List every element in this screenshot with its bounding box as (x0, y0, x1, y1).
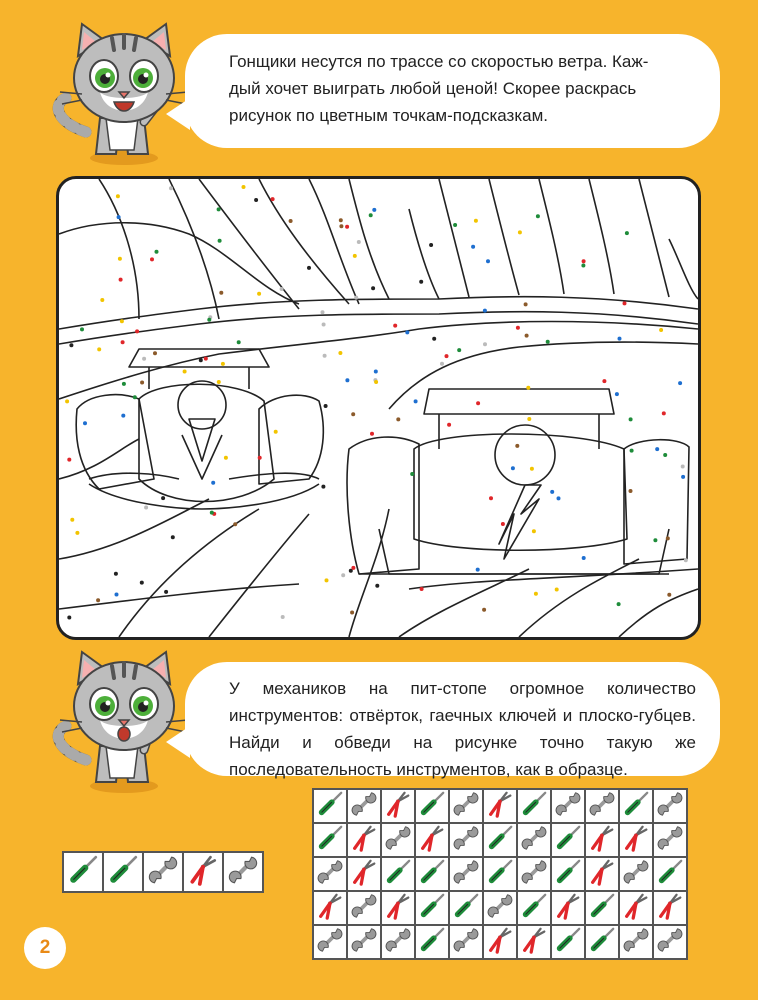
instruction-text: У механиков на пит-стопе огромное количество инструментов: отвёрток, гаечных ключей и плоско-губцев. Найди и обведи на рисунке точно такую же последовательность инструментов, как в образце. (229, 679, 696, 779)
screwdriver-icon (452, 892, 480, 925)
color-dot (666, 536, 670, 540)
color-dot (518, 230, 522, 234)
wrench-icon (350, 892, 378, 925)
screwdriver-icon (316, 824, 344, 857)
grid-cell-screwdriver[interactable] (551, 857, 585, 891)
wrench-icon (452, 824, 480, 857)
color-dot (281, 615, 285, 619)
grid-cell-screwdriver[interactable] (517, 891, 551, 925)
color-dot (140, 381, 144, 385)
color-dot (351, 412, 355, 416)
pliers-icon (486, 926, 514, 959)
color-dot (489, 496, 493, 500)
grid-cell-screwdriver[interactable] (483, 823, 517, 857)
grid-cell-screwdriver[interactable] (483, 857, 517, 891)
color-dot (121, 414, 125, 418)
screwdriver-icon (107, 854, 139, 891)
color-dot (120, 319, 124, 323)
wrench-icon (554, 790, 582, 823)
color-dot (70, 518, 74, 522)
color-dot (258, 456, 262, 460)
pliers-icon (350, 824, 378, 857)
wrench-icon (452, 858, 480, 891)
color-dot (659, 328, 663, 332)
color-dot (164, 590, 168, 594)
color-dot (307, 266, 311, 270)
color-dot (219, 291, 223, 295)
color-dot (419, 280, 423, 284)
color-dot (350, 611, 354, 615)
grid-cell-screwdriver[interactable] (313, 823, 347, 857)
wrench-icon (520, 858, 548, 891)
color-dot (555, 588, 559, 592)
color-dot (681, 465, 685, 469)
color-dot (615, 392, 619, 396)
wrench-icon (384, 824, 412, 857)
color-dot (254, 198, 258, 202)
bubble-tail (166, 98, 190, 130)
color-dot (501, 522, 505, 526)
color-dot (233, 522, 237, 526)
grid-cell-screwdriver[interactable] (415, 857, 449, 891)
screwdriver-icon (418, 926, 446, 959)
color-dot (339, 218, 343, 222)
color-dot (405, 330, 409, 334)
wrench-icon (452, 790, 480, 823)
wrench-icon (622, 858, 650, 891)
color-dot (370, 432, 374, 436)
wrench-icon (520, 824, 548, 857)
color-dot (150, 257, 154, 261)
grid-cell-wrench[interactable] (619, 925, 653, 959)
color-dot (582, 556, 586, 560)
color-dot (121, 340, 125, 344)
color-dot (663, 453, 667, 457)
sample-cell (223, 852, 263, 892)
screwdriver-icon (418, 790, 446, 823)
sample-cell (63, 852, 103, 892)
color-dot (271, 197, 275, 201)
grid-cell-wrench[interactable] (653, 925, 687, 959)
color-dot (324, 404, 328, 408)
color-dot (210, 511, 214, 515)
grid-cell-pliers[interactable] (381, 789, 415, 823)
color-dot (525, 334, 529, 338)
pliers-icon (520, 926, 548, 959)
color-dot (511, 466, 515, 470)
color-dot (341, 573, 345, 577)
grid-cell-screwdriver[interactable] (585, 925, 619, 959)
grid-cell-pliers[interactable] (483, 789, 517, 823)
color-dot (144, 506, 148, 510)
color-dot (625, 231, 629, 235)
grid-cell-pliers[interactable] (415, 823, 449, 857)
wrench-icon (588, 790, 616, 823)
pliers-icon (384, 790, 412, 823)
color-dot (114, 572, 118, 576)
color-dot (69, 343, 73, 347)
color-dot (482, 608, 486, 612)
screwdriver-icon (588, 892, 616, 925)
bubble-tail (166, 726, 190, 758)
instruction-bubble-coloring (185, 34, 720, 148)
pliers-icon (588, 858, 616, 891)
color-dot (183, 370, 187, 374)
screwdriver-icon (486, 824, 514, 857)
pliers-icon (622, 892, 650, 925)
wrench-icon (316, 926, 344, 959)
grid-cell-wrench[interactable] (347, 891, 381, 925)
pliers-icon (384, 892, 412, 925)
grid-cell-wrench[interactable] (347, 789, 381, 823)
color-dot (546, 340, 550, 344)
grid-cell-screwdriver[interactable] (415, 891, 449, 925)
wrench-icon (486, 892, 514, 925)
color-dot (217, 207, 221, 211)
color-dot (629, 417, 633, 421)
color-dot (667, 593, 671, 597)
color-dot (119, 278, 123, 282)
screwdriver-icon (554, 858, 582, 891)
grid-cell-pliers[interactable] (619, 823, 653, 857)
color-dot (357, 240, 361, 244)
color-dot (135, 329, 139, 333)
color-dot (97, 347, 101, 351)
color-dot (211, 481, 215, 485)
grid-cell-screwdriver[interactable] (551, 925, 585, 959)
color-dot (221, 362, 225, 366)
color-dot (80, 327, 84, 331)
instruction-line: Гонщики несутся по трассе со скоростью ветра. Каж- (229, 52, 649, 71)
grid-cell-pliers[interactable] (517, 925, 551, 959)
color-dot (65, 399, 69, 403)
grid-cell-screwdriver[interactable] (313, 789, 347, 823)
grid-cell-screwdriver[interactable] (449, 891, 483, 925)
wrench-icon (384, 926, 412, 959)
color-dot (623, 301, 627, 305)
grid-cell-screwdriver[interactable] (551, 823, 585, 857)
color-dot (420, 587, 424, 591)
grid-cell-screwdriver[interactable] (653, 857, 687, 891)
color-dot (429, 243, 433, 247)
color-dot (369, 213, 373, 217)
color-dot (516, 326, 520, 330)
cat-mascot-bottom (42, 650, 190, 795)
wrench-icon (656, 790, 684, 823)
grid-cell-wrench[interactable] (483, 891, 517, 925)
color-dot (339, 224, 343, 228)
color-dot (140, 581, 144, 585)
color-dot (321, 485, 325, 489)
grid-cell-wrench[interactable] (619, 857, 653, 891)
grid-cell-screwdriver[interactable] (517, 789, 551, 823)
race-car-line-art (59, 179, 698, 637)
grid-cell-wrench[interactable] (381, 925, 415, 959)
color-dot (338, 351, 342, 355)
color-dot (289, 219, 293, 223)
sample-cell (183, 852, 223, 892)
color-dot (534, 592, 538, 596)
grid-cell-pliers[interactable] (313, 891, 347, 925)
grid-cell-screwdriver[interactable] (619, 789, 653, 823)
color-dot (662, 411, 666, 415)
pliers-icon (588, 824, 616, 857)
color-dot (582, 259, 586, 263)
color-dot (483, 309, 487, 313)
color-dot (630, 449, 634, 453)
wrench-icon (227, 854, 259, 891)
wrench-icon (316, 858, 344, 891)
color-dot (207, 318, 211, 322)
color-dot (557, 496, 561, 500)
wrench-icon (350, 926, 378, 959)
color-dot (440, 362, 444, 366)
pliers-icon (350, 858, 378, 891)
color-dot (142, 357, 146, 361)
screwdriver-icon (418, 858, 446, 891)
color-dot (414, 399, 418, 403)
screwdriver-icon (418, 892, 446, 925)
color-dot (345, 225, 349, 229)
color-dot (371, 286, 375, 290)
color-dot (325, 578, 329, 582)
screwdriver-icon (316, 790, 344, 823)
page-number: 2 (24, 927, 66, 969)
color-dot (155, 250, 159, 254)
grid-cell-pliers[interactable] (585, 857, 619, 891)
color-dot (629, 489, 633, 493)
grid-cell-wrench[interactable] (381, 823, 415, 857)
color-dot (410, 472, 414, 476)
screwdriver-icon (656, 858, 684, 891)
color-dot (432, 337, 436, 341)
color-dot (171, 535, 175, 539)
cat-mascot-top (42, 22, 190, 167)
color-dot (280, 287, 284, 291)
color-dot (274, 430, 278, 434)
grid-cell-wrench[interactable] (347, 925, 381, 959)
grid-cell-pliers[interactable] (347, 857, 381, 891)
color-dot (474, 219, 478, 223)
screwdriver-icon (486, 858, 514, 891)
screwdriver-icon (520, 790, 548, 823)
screwdriver-icon (520, 892, 548, 925)
color-dot (122, 382, 126, 386)
sample-tool-sequence (62, 851, 264, 893)
color-dot (453, 223, 457, 227)
color-dot (321, 310, 325, 314)
color-dot (486, 259, 490, 263)
color-dot (83, 421, 87, 425)
screwdriver-icon (67, 854, 99, 891)
color-dot (532, 529, 536, 533)
color-dot (199, 358, 203, 362)
color-dot (581, 264, 585, 268)
grid-cell-wrench[interactable] (653, 789, 687, 823)
wrench-icon (147, 854, 179, 891)
grid-cell-wrench[interactable] (449, 789, 483, 823)
instruction-line: рисунок по цветным точкам-подсказкам. (229, 106, 549, 125)
color-dot (323, 354, 327, 358)
color-dot (354, 296, 358, 300)
grid-cell-pliers[interactable] (381, 891, 415, 925)
pliers-icon (187, 854, 219, 891)
color-dot (161, 496, 165, 500)
grid-cell-pliers[interactable] (585, 823, 619, 857)
grid-cell-wrench[interactable] (517, 857, 551, 891)
grid-cell-pliers[interactable] (551, 891, 585, 925)
color-dot (483, 342, 487, 346)
color-dot (117, 215, 121, 219)
grid-cell-wrench[interactable] (449, 925, 483, 959)
grid-cell-wrench[interactable] (313, 925, 347, 959)
color-by-dots-picture[interactable] (56, 176, 701, 640)
grid-cell-screwdriver[interactable] (415, 789, 449, 823)
color-dot (96, 598, 100, 602)
wrench-icon (452, 926, 480, 959)
color-dot (681, 475, 685, 479)
color-dot (515, 444, 519, 448)
grid-cell-pliers[interactable] (619, 891, 653, 925)
color-dot (374, 380, 378, 384)
color-dot (524, 302, 528, 306)
color-dot (447, 423, 451, 427)
color-dot (116, 194, 120, 198)
color-dot (476, 568, 480, 572)
color-dot (217, 380, 221, 384)
color-dot (118, 257, 122, 261)
screwdriver-icon (554, 926, 582, 959)
grid-cell-wrench[interactable] (585, 789, 619, 823)
pliers-icon (418, 824, 446, 857)
color-dot (351, 566, 355, 570)
color-dot (526, 386, 530, 390)
color-dot (115, 593, 119, 597)
color-dot (471, 245, 475, 249)
color-dot (550, 490, 554, 494)
pliers-icon (554, 892, 582, 925)
grid-cell-pliers[interactable] (653, 891, 687, 925)
grid-cell-wrench[interactable] (653, 823, 687, 857)
color-dot (322, 323, 326, 327)
wrench-icon (656, 824, 684, 857)
color-dot (678, 381, 682, 385)
color-dot (237, 340, 241, 344)
screwdriver-icon (588, 926, 616, 959)
grid-cell-wrench[interactable] (551, 789, 585, 823)
color-dot (476, 401, 480, 405)
color-dot (374, 370, 378, 374)
grid-cell-wrench[interactable] (449, 823, 483, 857)
pliers-icon (656, 892, 684, 925)
color-dot (75, 531, 79, 535)
pliers-icon (486, 790, 514, 823)
color-dot (393, 324, 397, 328)
color-dot (684, 558, 688, 562)
pliers-icon (316, 892, 344, 925)
screwdriver-icon (554, 824, 582, 857)
color-dot (153, 351, 157, 355)
pliers-icon (622, 824, 650, 857)
color-dot (353, 254, 357, 258)
grid-cell-screwdriver[interactable] (381, 857, 415, 891)
grid-cell-pliers[interactable] (347, 823, 381, 857)
color-dot (345, 378, 349, 382)
color-dot (204, 357, 208, 361)
color-dot (655, 447, 659, 451)
color-dot (445, 354, 449, 358)
color-dot (67, 616, 71, 620)
color-dot (617, 602, 621, 606)
tool-search-grid[interactable] (312, 788, 688, 960)
grid-cell-wrench[interactable] (517, 823, 551, 857)
color-dot (67, 458, 71, 462)
color-dot (224, 456, 228, 460)
screwdriver-icon (622, 790, 650, 823)
grid-cell-wrench[interactable] (449, 857, 483, 891)
sample-cell (143, 852, 183, 892)
color-dot (100, 298, 104, 302)
grid-cell-screwdriver[interactable] (585, 891, 619, 925)
color-dot (457, 348, 461, 352)
grid-cell-screwdriver[interactable] (415, 925, 449, 959)
color-dot (375, 584, 379, 588)
color-dot (372, 208, 376, 212)
wrench-icon (656, 926, 684, 959)
color-dot (396, 417, 400, 421)
instruction-line: дый хочет выиграть любой ценой! Скорее раскрась (229, 79, 637, 98)
grid-cell-wrench[interactable] (313, 857, 347, 891)
wrench-icon (350, 790, 378, 823)
instruction-bubble-tools (185, 662, 720, 779)
color-dot (527, 417, 531, 421)
color-dot (536, 214, 540, 218)
color-dot (218, 239, 222, 243)
color-dot (618, 337, 622, 341)
grid-cell-pliers[interactable] (483, 925, 517, 959)
color-dot (530, 467, 534, 471)
sample-cell (103, 852, 143, 892)
color-dot (653, 538, 657, 542)
wrench-icon (622, 926, 650, 959)
color-dot (242, 185, 246, 189)
screwdriver-icon (384, 858, 412, 891)
color-dot (169, 186, 173, 190)
color-dot (257, 292, 261, 296)
color-dot (602, 379, 606, 383)
color-dot (133, 395, 137, 399)
